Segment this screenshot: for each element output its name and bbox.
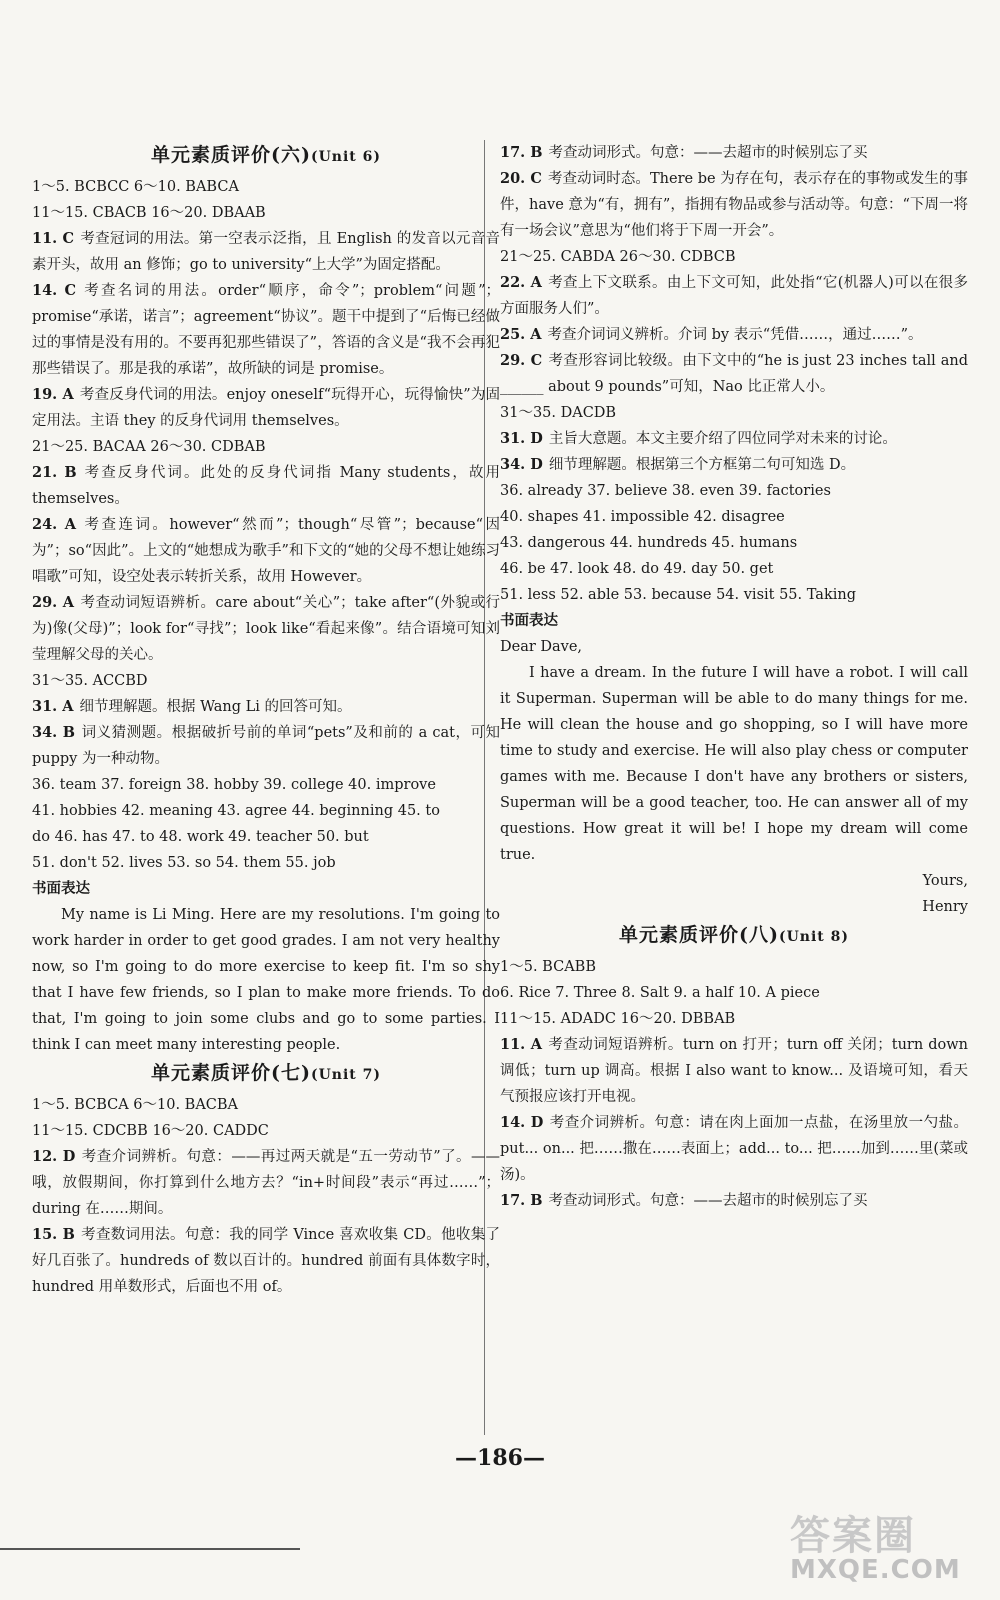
right-column [500,140,968,1214]
explanation-item: 34. D 细节理解题。根据第三个方框第二句可知选 D。 [500,456,856,473]
word-answer-line: 36. already 37. believe 38. even 39. factories [500,483,831,499]
explanation-item: 14. D 考查介词辨析。句意：请在肉上面加一点盐，在汤里放一勺盐。put... on... 把……撒在……表面上；add... to... 把……加到……里(菜或汤)。 [500,1114,968,1183]
answer-line: 1～5. BCBCC 6～10. BABCA [32,179,239,195]
word-answer-line: 46. be 47. look 48. do 49. day 50. get [500,561,774,577]
section-title-unit6: 单元素质评价(六)(Unit 6) [150,144,382,166]
explanation-item: 29. C 考查形容词比较级。由下文中的“he is just 23 inches tall and ______ about 9 pounds”可知，Nao 比正常人小。 [500,352,968,395]
explanation-item: 24. A 考查连词。however“然而”；though“尽管”；because“因为”；so“因此”。上文的“她想成为歌手”和下文的“她的父母不想让她练习唱歌”可知，设空处表示转折关系，故用 However。 [32,516,500,585]
explanation-item: 14. C 考查名词的用法。order“顺序，命令”；problem“问题”；promise“承诺，诺言”；agreement“协议”。题干中提到了“后悔已经做过的事情是没有用的。不要再犯那些错误了”，答语的含义是“我不会再犯那些错误了。那是我的承诺”，故所缺的词是 promise。 [32,282,500,377]
explanation-item: 29. A 考查动词短语辨析。care about“关心”；take after“(外貌或行为)像(父母)”；look for“寻找”；look like“看起来像”。结合语境可知刘莹理解父母的关心。 [32,594,500,663]
word-answer-line: do 46. has 47. to 48. work 49. teacher 50. but [32,829,369,845]
explanation-item: 15. B 考查数词用法。句意：我的同学 Vince 喜欢收集 CD。他收集了好几百张了。hundreds of 数以百计的。hundred 前面有具体数字时，hundred 用单数形式，后面也不用 of。 [32,1226,500,1295]
answer-line: 21～25. CABDA 26～30. CDBCB [500,249,736,265]
explanation-item: 17. B 考查动词形式。句意：——去超市的时候别忘了买 [500,144,868,161]
section-title-unit7: 单元素质评价(七)(Unit 7) [150,1062,382,1084]
explanation-item: 31. A 细节理解题。根据 Wang Li 的回答可知。 [32,698,352,715]
answer-line: 11～15. ADADC 16～20. DBBAB [500,1011,736,1027]
word-answer-line: 36. team 37. foreign 38. hobby 39. college 40. improve [32,777,436,793]
answer-line: 11～15. CDCBB 16～20. CADDC [32,1123,269,1139]
explanation-item: 19. A 考查反身代词的用法。enjoy oneself“玩得开心，玩得愉快”为固定用法。主语 they 的反身代词用 themselves。 [32,386,500,429]
explanation-item: 11. C 考查冠词的用法。第一空表示泛指，且 English 的发音以元音音素开头，故用 an 修饰；go to university“上大学”为固定搭配。 [32,230,500,273]
explanation-item: 34. B 词义猜测题。根据破折号前的单词“pets”及和前的 a cat，可知 puppy 为一种动物。 [32,724,500,767]
explanation-item: 20. C 考查动词时态。There be 为存在句，表示存在的事物或发生的事件，have 意为“有，拥有”，指拥有物品或参与活动等。句意：“下周一将有一场会议”意思为“他们将于下周一开会”。 [500,170,968,239]
page-number: —186— [455,1445,545,1471]
explanation-item: 11. A 考查动词短语辨析。turn on 打开；turn off 关闭；turn down 调低；turn up 调高。根据 I also want to know... 及语境可知，看天气预报应该打开电视。 [500,1036,968,1105]
explanation-item: 12. D 考查介词辨析。句意：——再过两天就是“五一劳动节”了。——哦，放假期间，你打算到什么地方去？“in+时间段”表示“再过……”；during 在……期间。 [32,1148,500,1217]
writing-heading: 书面表达 [32,880,90,897]
explanation-item: 17. B 考查动词形式。句意：——去超市的时候别忘了买 [500,1192,868,1209]
watermark-text-cn: 答案圈 [790,1513,916,1559]
explanation-item: 25. A 考查介词词义辨析。介词 by 表示“凭借……，通过……”。 [500,326,923,343]
explanation-item: 22. A 考查上下文联系。由上下文可知，此处指“它(机器人)可以在很多方面服务人们”。 [500,274,968,317]
watermark-logo [790,1504,980,1586]
word-answer-line: 51. don't 52. lives 53. so 54. them 55. job [32,855,336,871]
word-answer-line: 41. hobbies 42. meaning 43. agree 44. beginning 45. to [32,803,440,819]
answer-line: 11～15. CBACB 16～20. DBAAB [32,205,266,221]
watermark-text-url: MXQE.COM [790,1555,961,1585]
explanation-item: 31. D 主旨大意题。本文主要介绍了四位同学对未来的讨论。 [500,430,897,447]
left-column [32,140,500,1300]
letter-closing: Yours, [922,873,968,889]
writing-heading: 书面表达 [500,612,558,629]
letter-signature: Henry [922,899,968,915]
letter-greeting: Dear Dave, [500,639,583,655]
word-answer-line: 43. dangerous 44. hundreds 45. humans [500,535,798,551]
answer-line: 6. Rice 7. Three 8. Salt 9. a half 10. A piece [500,985,820,1001]
model-essay: My name is Li Ming. Here are my resolutions. I'm going to work harder in order to get good grades. I am not very healthy now, so I'm going to do more exercise to keep fit. I'm so shy that I have few friends, so I plan to make more friends. To do that, I'm going to join some clubs and go to some parties. I think I can meet many interesting people. [32,907,500,1053]
answer-line: 1～5. BCBCA 6～10. BACBA [32,1097,239,1113]
word-answer-line: 40. shapes 41. impossible 42. disagree [500,509,785,525]
answer-line: 31～35. ACCBD [32,673,148,689]
answer-line: 1～5. BCABB [500,959,596,975]
model-letter: I have a dream. In the future I will have a robot. I will call it Superman. Superman will be able to do many things for me. He will clean the house and go shopping, so I will have more time to study and exercise. He will also play chess or computer games with me. Because I don't have any brothers or sisters, Superman will be a good teacher, too. He can answer all of my questions. How great it will be! I hope my dream will come true. [500,665,968,863]
word-answer-line: 51. less 52. able 53. because 54. visit 55. Taking [500,587,856,603]
section-title-unit8: 单元素质评价(八)(Unit 8) [618,924,850,946]
answer-line: 21～25. BACAA 26～30. CDBAB [32,439,266,455]
answer-line: 31～35. DACDB [500,405,617,421]
footer-rule [0,1548,300,1550]
explanation-item: 21. B 考查反身代词。此处的反身代词指 Many students，故用 themselves。 [32,464,500,507]
